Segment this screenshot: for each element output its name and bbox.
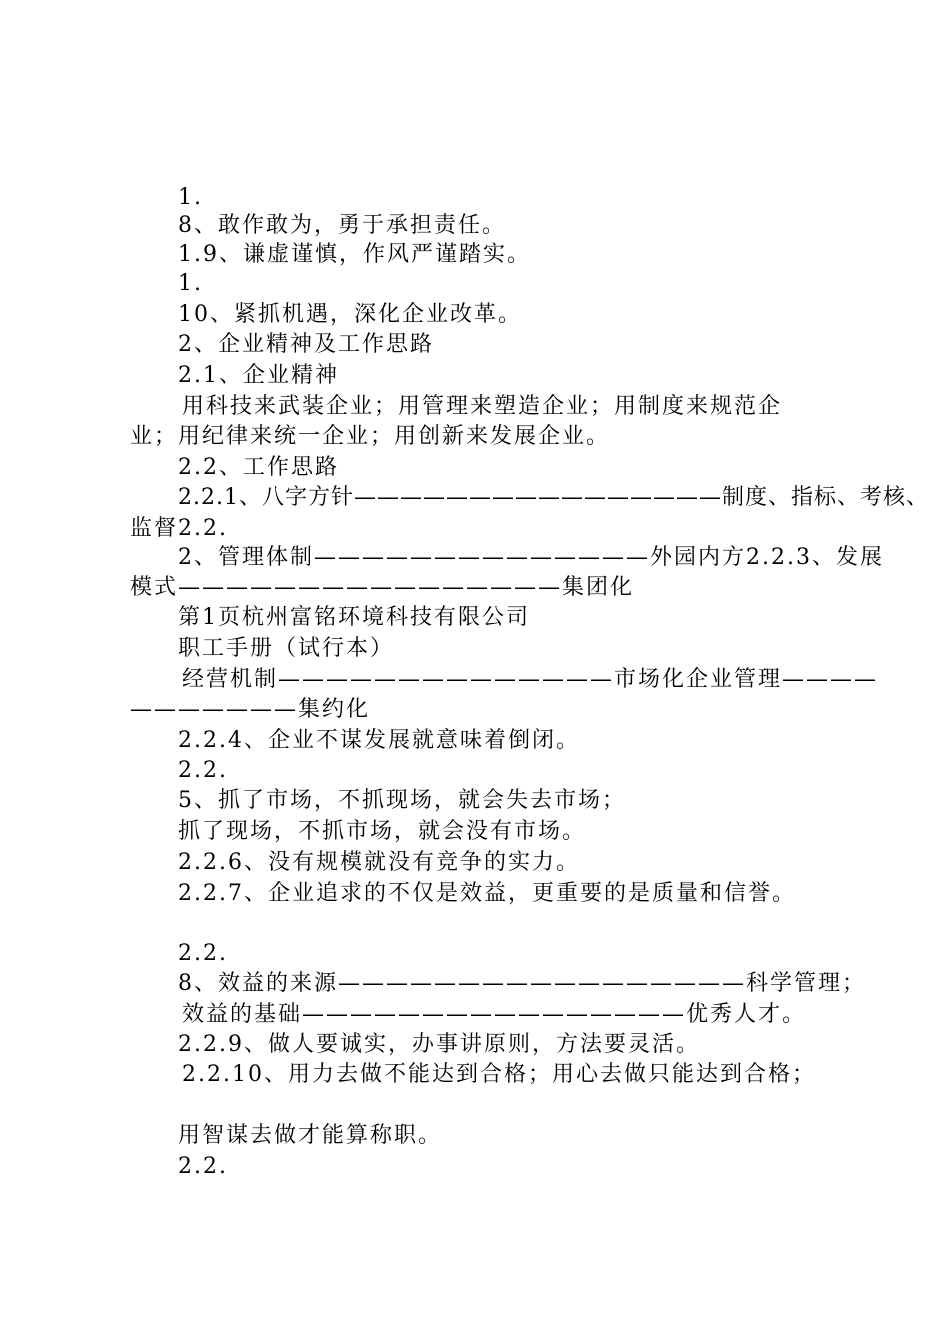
text-line: 1. <box>178 185 203 210</box>
section-heading: 2、企业精神及工作思路 <box>178 332 434 357</box>
text-line: 2.2.6、没有规模就没有竞争的实力。 <box>178 850 580 875</box>
text-line: 抓了现场，不抓市场，就会没有市场。 <box>178 819 587 844</box>
page-header: 职工手册（试行本） <box>178 636 395 661</box>
text-line: 业；用纪律来统一企业；用创新来发展企业。 <box>130 424 611 449</box>
text-line: 模式————————————————集团化 <box>130 575 635 600</box>
text-line: 用智谋去做才能算称职。 <box>178 1123 443 1148</box>
text-line: 8、效益的来源—————————————————科学管理； <box>178 971 866 996</box>
text-line: 2.2.7、企业追求的不仅是效益，更重要的是质量和信誉。 <box>178 881 796 906</box>
text-line: 经营机制——————————————市场化企业管理———— <box>182 667 879 692</box>
text-line: 2.2.1、八字方针————————————————制度、指标、考核、 <box>178 485 929 510</box>
text-line: 监督2.2. <box>130 516 228 541</box>
text-line: 2.2.10、用力去做不能达到合格；用心去做只能达到合格； <box>182 1062 816 1087</box>
text-line: 1. <box>178 271 203 296</box>
text-line: 效益的基础————————————————优秀人才。 <box>182 1002 807 1027</box>
text-line: ———————集约化 <box>130 697 371 722</box>
text-line: 2.2. <box>178 1154 228 1179</box>
page-footer: 第1页杭州富铭环境科技有限公司 <box>178 605 530 630</box>
text-line: 1.9、谦虚谨慎，作风严谨踏实。 <box>178 242 531 267</box>
text-line: 2.2. <box>178 941 228 966</box>
subsection-heading: 2.1、企业精神 <box>178 363 339 388</box>
text-line: 2.2. <box>178 758 228 783</box>
text-line: 2、管理体制——————————————外园内方2.2.3、发展 <box>178 545 884 570</box>
text-line: 2.2.9、做人要诚实，办事讲原则，方法要灵活。 <box>178 1032 700 1057</box>
text-line: 10、紧抓机遇，深化企业改革。 <box>178 302 522 327</box>
text-line: 8、敢作敢为，勇于承担责任。 <box>178 213 506 238</box>
text-line: 用科技来武装企业；用管理来塑造企业；用制度来规范企 <box>182 394 783 419</box>
subsection-heading: 2.2、工作思路 <box>178 455 339 480</box>
text-line: 5、抓了市场，不抓现场，就会失去市场； <box>178 788 626 813</box>
text-line: 2.2.4、企业不谋发展就意味着倒闭。 <box>178 728 580 753</box>
